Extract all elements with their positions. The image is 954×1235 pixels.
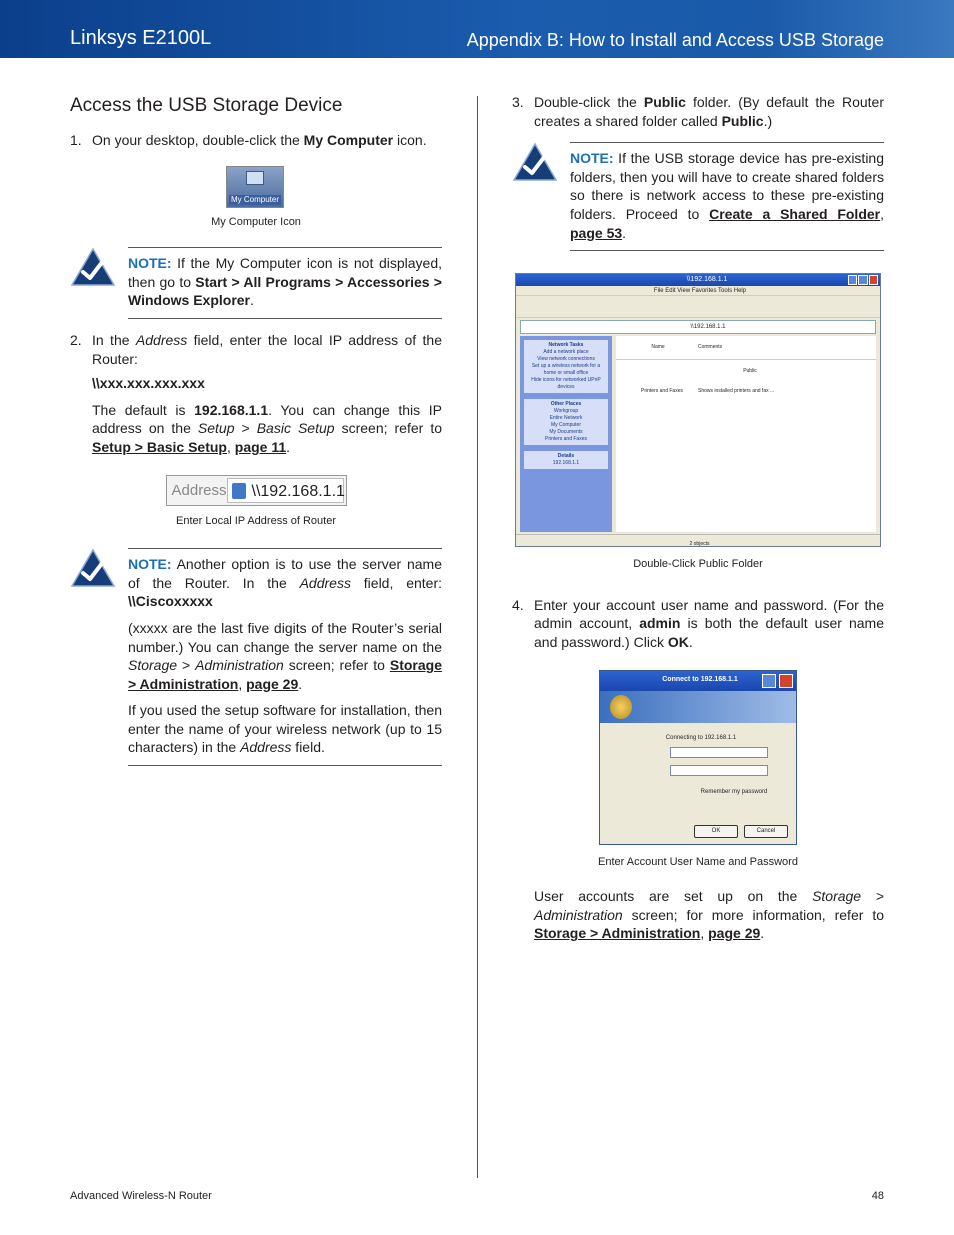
text: screen; for more information, refer to [622, 906, 884, 923]
note-text: , [880, 205, 885, 222]
connecting-text: Connecting to 192.168.1.1 [665, 734, 737, 741]
file-item-name: Printers and Faxes [641, 388, 683, 395]
place-item: Entire Network [549, 415, 583, 422]
panel-header: Network Tasks [548, 342, 584, 349]
close-icon [779, 674, 793, 688]
text: User accounts are set up on the [534, 888, 813, 905]
screen-name: Administration [195, 657, 284, 674]
address-label: Address [171, 481, 227, 499]
user-accounts-paragraph [512, 887, 884, 943]
screen-name: Basic Setup [256, 420, 335, 437]
step-4 [512, 596, 884, 652]
remember-checkbox-label: Remember my password [700, 788, 768, 795]
note-box [128, 548, 442, 766]
step-2-detail [70, 401, 442, 457]
left-column [70, 93, 442, 766]
task-pane [520, 336, 612, 532]
text: > [234, 420, 257, 437]
screen-name: Storage [812, 888, 862, 905]
column-headers [616, 336, 876, 360]
text: > [861, 888, 884, 905]
panel-header: Other Places [550, 401, 582, 408]
column-comments: Comments [698, 344, 723, 351]
menu-path: Start > All Programs > Accessories > Windows Explorer [128, 273, 442, 309]
address-value: \\192.168.1.1 [251, 482, 345, 500]
note-text: screen; refer to [283, 657, 390, 674]
step-number: 1. [70, 132, 82, 148]
note-text: field. [291, 739, 325, 756]
network-tasks-panel [524, 340, 608, 393]
remember-row [600, 783, 796, 795]
note-3 [512, 142, 884, 251]
note-text: field, enter: [350, 574, 442, 591]
note-2 [70, 548, 442, 766]
note-label: NOTE: [570, 150, 614, 167]
task-item: View network connections [537, 356, 595, 363]
file-item-printers [616, 382, 876, 401]
note-label: NOTE: [128, 255, 172, 272]
server-name: \\Ciscoxxxxx [128, 593, 213, 610]
note-text: > [177, 657, 196, 674]
dialog-banner [600, 691, 796, 723]
help-icon [762, 674, 776, 688]
place-item: Workgroup [553, 408, 579, 415]
field-name: Address [299, 574, 351, 591]
password-field [670, 765, 768, 776]
text: screen; refer to [334, 420, 442, 437]
figure-my-computer [70, 166, 442, 232]
file-list [616, 336, 876, 532]
link-page-11[interactable]: page 11 [234, 438, 287, 455]
note-text: (xxxxx are the last five digits of the Router’s serial number.) You can change the server name on the [128, 619, 442, 655]
page-number: 48 [871, 1190, 884, 1202]
address-bar: \\192.168.1.1 [520, 320, 876, 334]
ui-term: My Computer [303, 132, 394, 148]
figure-caption: Double-Click Public Folder [633, 558, 763, 571]
figure-address [70, 475, 442, 531]
icon-label: My Computer [230, 194, 279, 204]
details-value: 192.168.1.1 [552, 460, 580, 467]
cancel-button: Cancel [744, 825, 788, 838]
dialog-title: Connect to 192.168.1.1 [662, 675, 738, 683]
link-page-29[interactable]: page 29 [246, 675, 299, 692]
address-bar-image [166, 475, 347, 506]
step-text: On your desktop, double-click the [92, 132, 304, 148]
note-box [570, 142, 884, 251]
step-3 [512, 93, 884, 130]
place-item: Printers and Faxes [545, 436, 587, 443]
note-text: . [250, 292, 254, 309]
toolbar [516, 296, 880, 318]
folder-name: Public [721, 112, 764, 129]
password-row [600, 765, 796, 777]
link-page-29[interactable]: page 29 [708, 925, 761, 942]
checkmark-icon [512, 142, 558, 182]
screen-name: Storage [128, 657, 178, 674]
checkmark-icon [70, 247, 116, 287]
product-title: Linksys E2100L [70, 27, 212, 49]
step-text: is both the default user name and password.) Click [534, 615, 884, 650]
step-text: . [688, 633, 693, 650]
step-text: icon. [393, 132, 427, 148]
column-divider [477, 96, 478, 1178]
right-column [512, 93, 884, 943]
place-item: My Computer [550, 422, 581, 429]
task-item: Add a network place [543, 349, 589, 356]
ip-path-text: \\xxx.xxx.xxx.xxx [92, 375, 205, 392]
field-name: Address [135, 331, 188, 348]
task-item: Set up a wireless network for a home or small office [531, 363, 601, 377]
figure-caption: Enter Account User Name and Password [598, 855, 798, 868]
note-text: Another option is to use the server name of the Router. In the [128, 556, 442, 591]
address-value-box [227, 478, 344, 503]
text: . [286, 438, 291, 455]
screen-name: Setup [197, 420, 235, 437]
default-ip: 192.168.1.1 [194, 401, 269, 418]
step-text: field, enter the local IP address of the Router: [92, 331, 442, 367]
chapter-title: Appendix B: How to Install and Access USB Storage [466, 30, 884, 50]
computer-icon [232, 483, 246, 499]
column-name: Name [651, 344, 665, 351]
step-text: Double-click the [534, 94, 644, 110]
my-computer-icon [226, 166, 284, 208]
link-storage-administration[interactable]: Storage > Administration [128, 657, 442, 692]
ip-path [70, 374, 442, 393]
link-page-53[interactable]: page 53 [570, 224, 623, 241]
file-item-public: Public [743, 367, 757, 374]
text: . You can change this IP address on the [92, 401, 442, 437]
monitor-icon [246, 171, 264, 185]
default-credential: admin [639, 615, 681, 632]
screen-name: Administration [534, 906, 623, 923]
username-row [600, 747, 796, 759]
ok-button: OK [694, 825, 738, 838]
dialog-titlebar [600, 671, 796, 691]
window-controls [848, 275, 878, 285]
note-text: If you used the setup software for installation, then enter the name of your wireless network (up to 15 characters) in the [128, 702, 442, 756]
window-title: \\192.168.1.1 [686, 276, 728, 284]
note-text: , [238, 675, 247, 692]
step-text: folder. (By default the Router creates a shared folder called [534, 94, 884, 129]
details-panel [524, 451, 608, 469]
step-2 [70, 331, 442, 368]
explorer-window-image [515, 273, 881, 547]
text: The default is [92, 401, 195, 418]
link-storage-administration[interactable]: Storage > Administration [534, 925, 701, 942]
figure-caption: My Computer Icon [211, 215, 301, 228]
task-item: Hide icons for networked UPnP devices [531, 377, 601, 391]
step-number: 4. [512, 596, 524, 613]
page-header [0, 0, 954, 58]
step-number: 2. [70, 331, 82, 348]
link-create-shared-folder[interactable]: Create a Shared Folder [709, 205, 881, 222]
step-number: 3. [512, 94, 524, 110]
other-places-panel [524, 399, 608, 445]
note-text: . [298, 675, 303, 692]
figure-login-dialog [512, 670, 884, 872]
note-label: NOTE: [128, 556, 172, 573]
menu-bar: File Edit View Favorites Tools Help [516, 286, 880, 296]
place-item: My Documents [549, 429, 583, 436]
file-item-comment: Shows installed printers and fax ... [698, 388, 775, 395]
username-field [670, 747, 768, 758]
window-titlebar [516, 274, 880, 286]
section-title: Access the USB Storage Device [70, 95, 343, 116]
login-dialog-image [599, 670, 797, 845]
note-box [128, 247, 442, 319]
text: , [700, 925, 709, 942]
note-text: If the My Computer icon is not displayed, then go to [128, 255, 442, 290]
link-setup-basic-setup[interactable]: Setup > Basic Setup [92, 438, 227, 455]
panel-header: Details [557, 453, 575, 460]
note-1 [70, 247, 442, 319]
keys-icon [610, 695, 632, 719]
ok-term: OK [667, 633, 689, 650]
footer-product: Advanced Wireless-N Router [70, 1190, 212, 1202]
figure-caption: Enter Local IP Address of Router [176, 514, 336, 527]
text: . [760, 925, 765, 942]
folder-name: Public [643, 94, 686, 110]
step-text: Enter your account user name and password. (For the admin account, [534, 596, 884, 632]
checkmark-icon [70, 548, 116, 588]
note-text: If the USB storage device has pre-existing folders, then you will have to create shared folders so there is network access to these pre-existing folders. Proceed to [570, 150, 884, 222]
step-text: .) [763, 112, 773, 129]
field-name: Address [240, 739, 292, 756]
step-1 [70, 131, 442, 150]
status-bar: 2 objects [516, 534, 880, 546]
text: , [226, 438, 235, 455]
figure-explorer [512, 273, 884, 574]
step-text: In the [92, 331, 136, 348]
note-text: . [622, 224, 627, 241]
